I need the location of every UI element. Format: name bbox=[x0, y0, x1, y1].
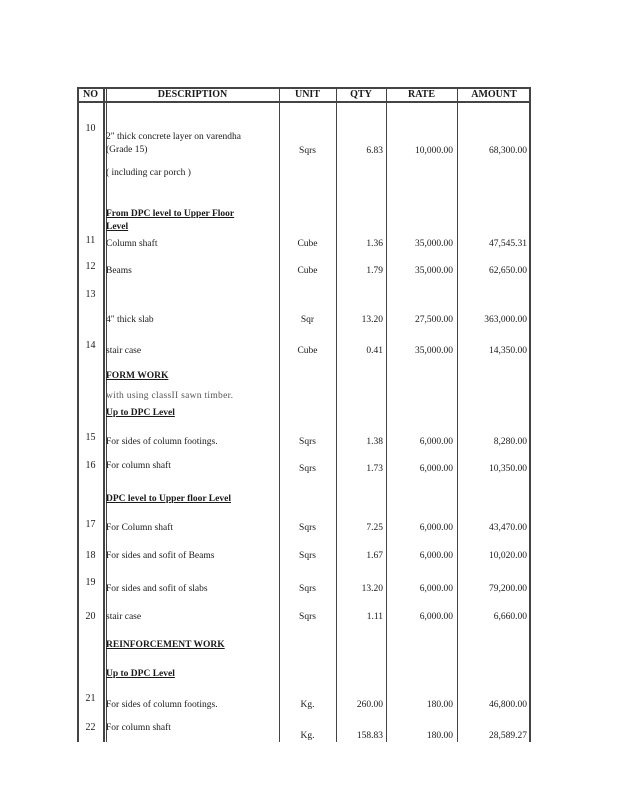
row-qty: 1.79 bbox=[366, 266, 383, 276]
boq-table bbox=[77, 87, 531, 742]
section-heading: REINFORCEMENT WORK bbox=[106, 640, 225, 650]
row-unit: Kg. bbox=[300, 700, 315, 710]
section-heading-line2: Level bbox=[106, 222, 129, 232]
row-number: 16 bbox=[85, 460, 96, 471]
row-unit: Cube bbox=[297, 266, 318, 276]
row-qty: 158.83 bbox=[356, 731, 383, 741]
row-amount: 79,200.00 bbox=[489, 584, 527, 594]
row-number: 19 bbox=[85, 577, 96, 588]
row-rate: 180.00 bbox=[426, 731, 453, 741]
row-description: 2" thick concrete layer on varendha bbox=[106, 132, 241, 142]
section-heading: DPC level to Upper floor Level bbox=[106, 494, 231, 504]
row-amount: 8,280.00 bbox=[493, 437, 527, 447]
row-unit: Sqrs bbox=[299, 464, 316, 474]
section-heading: Up to DPC Level bbox=[106, 669, 175, 679]
row-rate: 6,000.00 bbox=[419, 437, 453, 447]
row-qty: 1.73 bbox=[366, 464, 383, 474]
row-unit: Sqrs bbox=[299, 551, 316, 561]
row-number: 20 bbox=[85, 611, 96, 622]
column-border bbox=[103, 87, 105, 742]
row-qty: 1.36 bbox=[366, 239, 383, 249]
row-qty: 1.67 bbox=[366, 551, 383, 561]
row-rate: 180.00 bbox=[426, 700, 453, 710]
row-rate: 27,500.00 bbox=[415, 315, 453, 325]
column-border bbox=[529, 87, 531, 742]
row-unit: Sqrs bbox=[299, 146, 316, 156]
column-border bbox=[457, 87, 458, 742]
row-rate: 10,000.00 bbox=[415, 146, 453, 156]
row-unit: Sqrs bbox=[299, 523, 316, 533]
row-description: For sides and sofit of Beams bbox=[106, 551, 215, 561]
row-number: 14 bbox=[85, 340, 96, 351]
section-heading: FORM WORK bbox=[106, 371, 169, 381]
row-amount: 28,589.27 bbox=[489, 731, 527, 741]
row-qty: 6.83 bbox=[366, 146, 383, 156]
row-number: 11 bbox=[85, 235, 96, 246]
row-unit: Cube bbox=[297, 239, 318, 249]
row-qty: 0.41 bbox=[366, 346, 383, 356]
row-unit: Kg. bbox=[300, 731, 315, 741]
row-number: 22 bbox=[85, 722, 96, 733]
row-description: stair case bbox=[106, 612, 142, 622]
row-description: Beams bbox=[106, 266, 132, 276]
row-rate: 6,000.00 bbox=[419, 551, 453, 561]
row-rate: 6,000.00 bbox=[419, 464, 453, 474]
section-heading: From DPC level to Upper Floor bbox=[106, 209, 235, 219]
row-unit: Sqrs bbox=[299, 612, 316, 622]
row-qty: 13.20 bbox=[361, 584, 383, 594]
row-unit: Sqrs bbox=[299, 437, 316, 447]
row-amount: 46,800.00 bbox=[489, 700, 527, 710]
row-rate: 35,000.00 bbox=[415, 346, 453, 356]
header-description: DESCRIPTION bbox=[157, 89, 228, 100]
row-rate: 35,000.00 bbox=[415, 239, 453, 249]
row-description-line2: (Grade 15) bbox=[106, 145, 148, 155]
row-amount: 62,650.00 bbox=[489, 266, 527, 276]
row-qty: 7.25 bbox=[366, 523, 383, 533]
row-rate: 35,000.00 bbox=[415, 266, 453, 276]
row-number: 12 bbox=[85, 261, 96, 272]
row-number: 13 bbox=[85, 289, 96, 300]
column-border bbox=[386, 87, 387, 742]
header-no: NO bbox=[83, 89, 98, 100]
row-number: 18 bbox=[85, 550, 96, 561]
row-amount: 14,350.00 bbox=[489, 346, 527, 356]
row-description: Column shaft bbox=[106, 239, 158, 249]
row-unit: Cube bbox=[297, 346, 318, 356]
row-description: For Column shaft bbox=[106, 523, 174, 533]
row-number: 15 bbox=[85, 432, 96, 443]
row-description: For column shaft bbox=[106, 461, 171, 471]
row-description: For column shaft bbox=[106, 723, 171, 733]
row-description: stair case bbox=[106, 346, 142, 356]
row-amount: 10,350.00 bbox=[489, 464, 527, 474]
section-note: with using classII sawn timber. bbox=[106, 391, 234, 401]
row-unit: Sqr bbox=[300, 315, 315, 325]
column-border bbox=[279, 87, 280, 742]
header-amount: AMOUNT bbox=[471, 89, 517, 100]
column-border bbox=[77, 87, 79, 742]
row-description: For sides and sofit of slabs bbox=[106, 584, 208, 594]
row-rate: 6,000.00 bbox=[419, 523, 453, 533]
row-unit: Sqrs bbox=[299, 584, 316, 594]
row-amount: 363,000.00 bbox=[484, 315, 527, 325]
row-qty: 13.20 bbox=[361, 315, 383, 325]
row-amount: 43,470.00 bbox=[489, 523, 527, 533]
row-rate: 6,000.00 bbox=[419, 584, 453, 594]
row-description: For sides of column footings. bbox=[106, 700, 218, 710]
header-unit: UNIT bbox=[294, 89, 320, 100]
row-amount: 68,300.00 bbox=[489, 146, 527, 156]
row-rate: 6,000.00 bbox=[419, 612, 453, 622]
row-number: 10 bbox=[85, 123, 96, 134]
row-amount: 47,545.31 bbox=[489, 239, 527, 249]
row-qty: 260.00 bbox=[356, 700, 383, 710]
row-number: 17 bbox=[85, 519, 96, 530]
row-description: 4" thick slab bbox=[106, 315, 154, 325]
row-number: 21 bbox=[85, 693, 96, 704]
row-qty: 1.11 bbox=[366, 612, 383, 622]
row-amount: 6,660.00 bbox=[493, 612, 527, 622]
header-qty: QTY bbox=[350, 89, 372, 100]
row-qty: 1.38 bbox=[366, 437, 383, 447]
row-description-line3: ( including car porch ) bbox=[106, 168, 191, 178]
column-border bbox=[336, 87, 337, 742]
section-heading: Up to DPC Level bbox=[106, 408, 175, 418]
header-rate: RATE bbox=[407, 89, 436, 100]
row-amount: 10,020.00 bbox=[489, 551, 527, 561]
row-description: For sides of column footings. bbox=[106, 437, 218, 447]
